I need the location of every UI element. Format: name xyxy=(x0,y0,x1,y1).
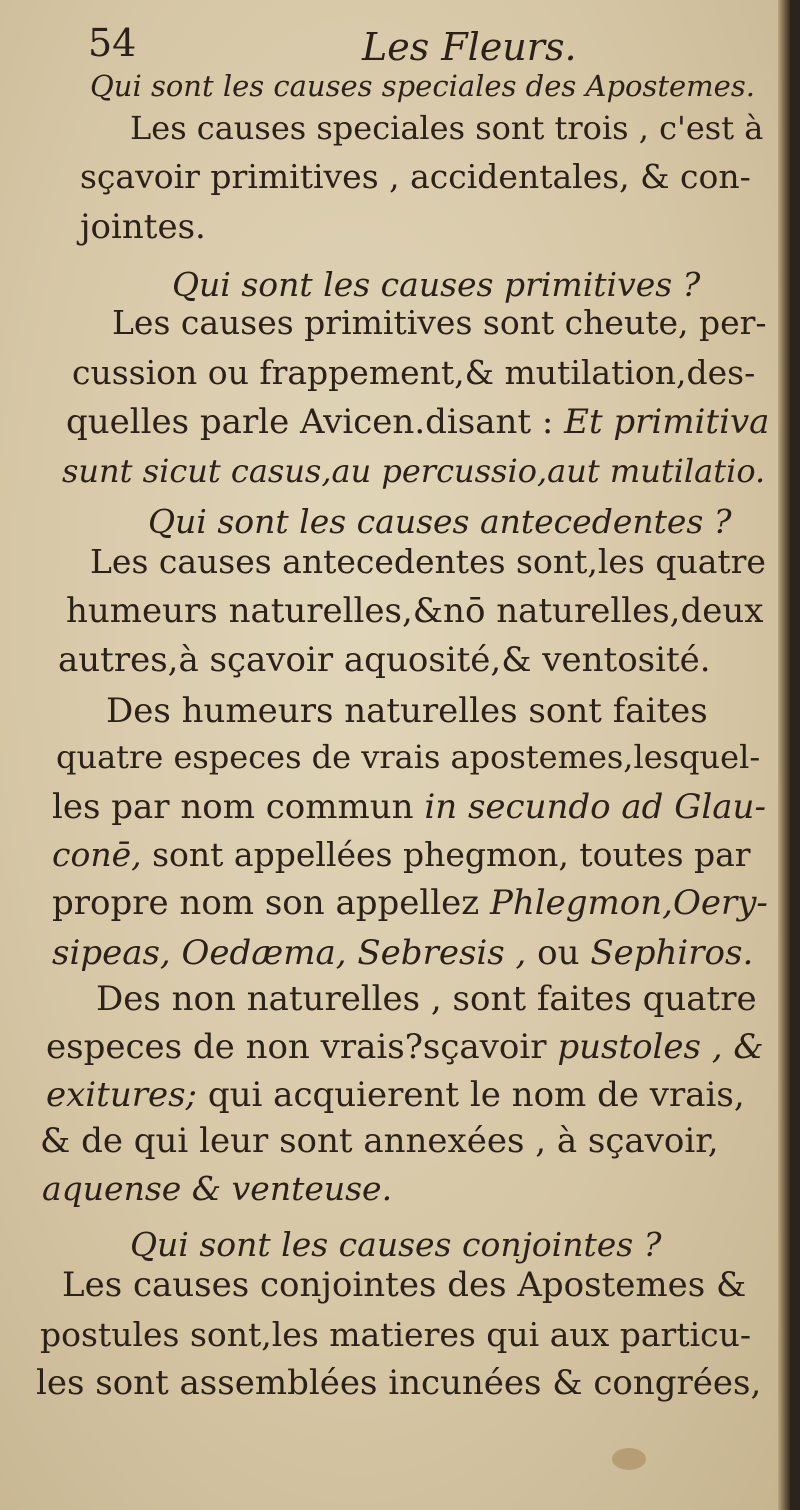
latin-term: conē, xyxy=(52,835,142,874)
running-title: Les Fleurs. xyxy=(362,25,577,69)
text-line: Des non naturelles , sont faites quatre xyxy=(96,979,757,1019)
text-segment: especes de non vrais?sçavoir xyxy=(46,1027,547,1067)
text-line: Les causes primitives sont cheute, per- xyxy=(112,303,767,342)
text-line: autres,à sçavoir aquosité,& ventosité. xyxy=(58,640,711,680)
text-segment: sont appellées phegmon, toutes par xyxy=(152,835,751,874)
text-segment: quelles parle Avicen.disant : xyxy=(66,402,554,442)
text-line xyxy=(52,787,766,827)
text-line xyxy=(52,933,754,973)
text-line xyxy=(52,835,751,874)
question-heading: Qui sont les causes antecedentes ? xyxy=(148,502,732,541)
text-line xyxy=(66,402,770,442)
text-line xyxy=(46,1075,745,1115)
text-segment: propre nom son appellez xyxy=(52,883,480,923)
text-line: humeurs naturelles,&nō naturelles,deux xyxy=(66,591,764,631)
text-line: aquense & venteuse. xyxy=(42,1169,393,1208)
text-line: Des humeurs naturelles sont faites xyxy=(106,691,708,731)
latin-term: sipeas, Oedæma, Sebresis , xyxy=(52,933,527,973)
paper-stain xyxy=(612,1448,646,1470)
text-line: & de qui leur sont annexées , à sçavoir, xyxy=(40,1121,719,1161)
latin-quote-line: sunt sicut casus,au percussio,aut mutilatio. xyxy=(62,452,766,490)
page-number: 54 xyxy=(88,21,137,65)
text-line: Les causes antecedentes sont,les quatre xyxy=(90,542,766,581)
text-line: cussion ou frappement,& mutilation,des- xyxy=(72,353,756,392)
text-line: sçavoir primitives , accidentales, & con- xyxy=(80,157,751,196)
latin-term: pustoles , & xyxy=(557,1027,764,1067)
latin-quote: in secundo ad Glau- xyxy=(424,787,766,827)
text-line: postules sont,les matieres qui aux particu- xyxy=(40,1315,752,1354)
text-line xyxy=(46,1027,764,1067)
text-line: Les causes speciales sont trois , c'est à xyxy=(130,109,764,147)
text-line: quatre especes de vrais apostemes,lesquel- xyxy=(56,738,761,776)
question-heading: Qui sont les causes conjointes ? xyxy=(130,1225,662,1264)
text-segment: qui acquierent le nom de vrais, xyxy=(207,1075,745,1115)
text-line: les sont assemblées incunées & congrées, xyxy=(36,1363,762,1403)
latin-term: Phlegmon,Oery- xyxy=(490,883,768,923)
latin-quote: Et primitiva xyxy=(564,402,770,442)
page-edge xyxy=(778,0,790,1510)
latin-term: exitures; xyxy=(46,1075,198,1115)
latin-term: Sephiros. xyxy=(590,933,754,973)
text-line: jointes. xyxy=(80,207,206,247)
question-heading: Qui sont les causes primitives ? xyxy=(172,265,701,304)
text-segment: les par nom commun xyxy=(52,787,414,827)
text-segment: ou xyxy=(537,933,580,973)
text-line xyxy=(52,883,768,923)
question-heading: Qui sont les causes speciales des Apostemes. xyxy=(90,69,755,103)
text-line: Les causes conjointes des Apostemes & xyxy=(62,1265,747,1305)
